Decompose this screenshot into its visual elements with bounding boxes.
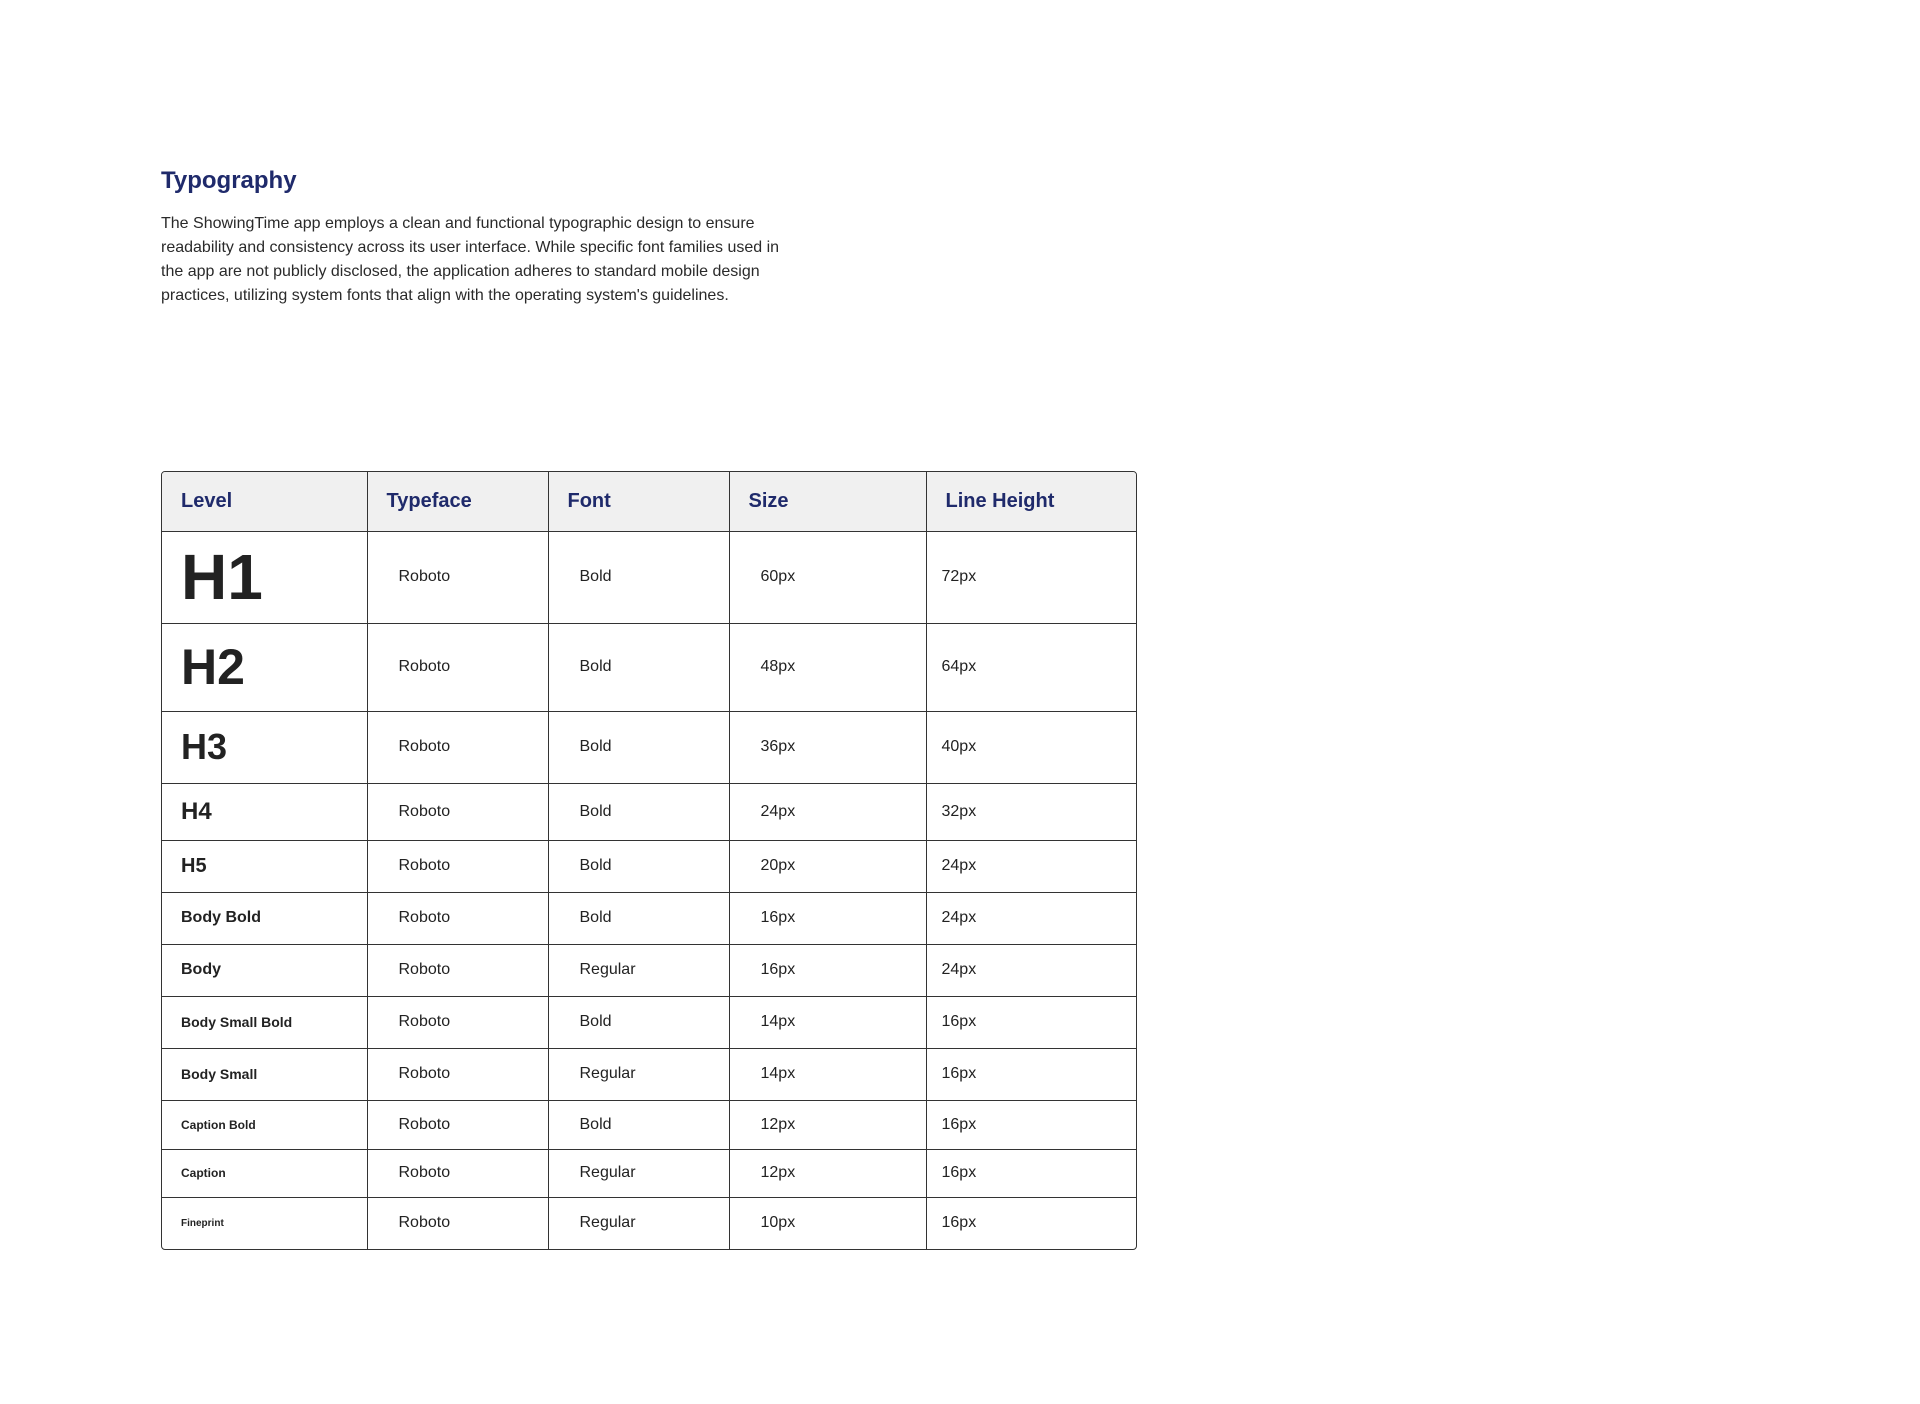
font-cell: Bold <box>548 996 729 1048</box>
typeface-cell: Roboto <box>367 1149 548 1197</box>
level-cell: Caption Bold <box>162 1100 367 1149</box>
font-cell: Bold <box>548 892 729 944</box>
table-row <box>162 840 1136 892</box>
table-row <box>162 1048 1136 1100</box>
level-cell: Fineprint <box>162 1197 367 1249</box>
line-height-cell: 72px <box>926 531 1136 623</box>
table-row <box>162 783 1136 840</box>
typeface-cell: Roboto <box>367 531 548 623</box>
size-cell: 12px <box>729 1149 926 1197</box>
typeface-cell: Roboto <box>367 944 548 996</box>
column-header-level: Level <box>162 472 367 531</box>
font-cell: Bold <box>548 783 729 840</box>
typeface-cell: Roboto <box>367 1048 548 1100</box>
level-cell: Body Small <box>162 1048 367 1100</box>
font-cell: Bold <box>548 531 729 623</box>
level-cell: H3 <box>162 711 367 783</box>
line-height-cell: 64px <box>926 623 1136 711</box>
table-row <box>162 996 1136 1048</box>
typeface-cell: Roboto <box>367 892 548 944</box>
typeface-cell: Roboto <box>367 996 548 1048</box>
column-header-line-height: Line Height <box>926 472 1136 531</box>
size-cell: 36px <box>729 711 926 783</box>
size-cell: 14px <box>729 996 926 1048</box>
level-cell: Body Small Bold <box>162 996 367 1048</box>
line-height-cell: 16px <box>926 996 1136 1048</box>
column-header-font: Font <box>548 472 729 531</box>
level-cell: Caption <box>162 1149 367 1197</box>
line-height-cell: 16px <box>926 1048 1136 1100</box>
line-height-cell: 16px <box>926 1100 1136 1149</box>
level-cell: H5 <box>162 840 367 892</box>
level-cell: H4 <box>162 783 367 840</box>
page-title: Typography <box>161 167 297 194</box>
line-height-cell: 16px <box>926 1149 1136 1197</box>
table-row <box>162 623 1136 711</box>
table-row <box>162 892 1136 944</box>
typeface-cell: Roboto <box>367 711 548 783</box>
line-height-cell: 24px <box>926 944 1136 996</box>
font-cell: Regular <box>548 1197 729 1249</box>
size-cell: 16px <box>729 892 926 944</box>
line-height-cell: 40px <box>926 711 1136 783</box>
table-row <box>162 1149 1136 1197</box>
typeface-cell: Roboto <box>367 783 548 840</box>
font-cell: Bold <box>548 1100 729 1149</box>
level-cell: Body Bold <box>162 892 367 944</box>
font-cell: Bold <box>548 711 729 783</box>
column-header-size: Size <box>729 472 926 531</box>
typography-scale-table <box>162 472 1136 1249</box>
level-cell: Body <box>162 944 367 996</box>
font-cell: Regular <box>548 944 729 996</box>
level-cell: H2 <box>162 623 367 711</box>
size-cell: 10px <box>729 1197 926 1249</box>
table-row <box>162 1197 1136 1249</box>
line-height-cell: 32px <box>926 783 1136 840</box>
size-cell: 12px <box>729 1100 926 1149</box>
font-cell: Bold <box>548 840 729 892</box>
size-cell: 24px <box>729 783 926 840</box>
typeface-cell: Roboto <box>367 623 548 711</box>
table-row <box>162 944 1136 996</box>
table-header-row <box>162 472 1136 531</box>
level-cell: H1 <box>162 531 367 623</box>
line-height-cell: 24px <box>926 840 1136 892</box>
line-height-cell: 24px <box>926 892 1136 944</box>
font-cell: Bold <box>548 623 729 711</box>
size-cell: 14px <box>729 1048 926 1100</box>
line-height-cell: 16px <box>941 1214 977 1232</box>
size-cell: 16px <box>729 944 926 996</box>
typeface-cell: Roboto <box>367 1197 548 1249</box>
table-row <box>162 531 1136 623</box>
typeface-cell: Roboto <box>367 1100 548 1149</box>
typeface-cell: Roboto <box>367 840 548 892</box>
typography-table <box>161 471 1137 1250</box>
size-cell: 20px <box>729 840 926 892</box>
size-cell: 48px <box>729 623 926 711</box>
table-row <box>162 1100 1136 1149</box>
font-cell: Regular <box>548 1149 729 1197</box>
intro-paragraph: The ShowingTime app employs a clean and functional typographic design to ensure readability and consistency across its user interface. While specific font families used in the app are not publicly disclosed, the application adheres to standard mobile design practices, utilizing system fonts that align with the operating system's guidelines. <box>161 215 780 304</box>
size-cell: 60px <box>729 531 926 623</box>
table-row <box>162 711 1136 783</box>
font-cell: Regular <box>548 1048 729 1100</box>
column-header-typeface: Typeface <box>367 472 548 531</box>
